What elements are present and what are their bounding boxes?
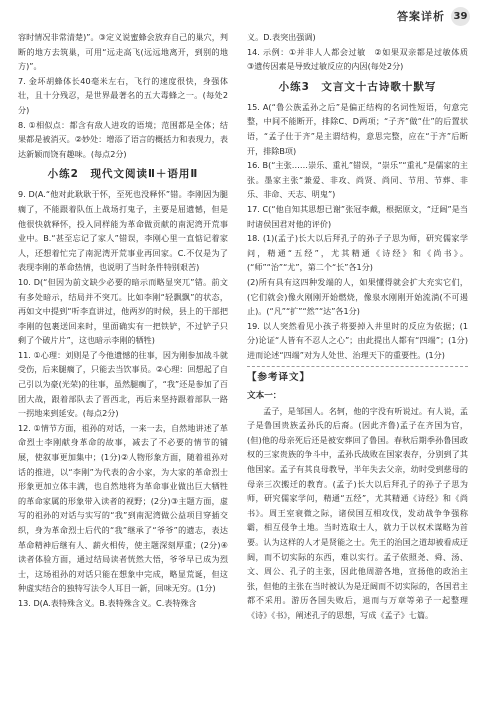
text-one-title: 文本一：: [247, 391, 282, 402]
answer-item: 容时情况非常清楚)”。③定义说蜜蜂会放弃自己的巢穴，判断的地方去筑巢，可用“远走高飞(远远地离开，到别的地方)”。: [18, 32, 228, 72]
answer-item: 8. ①相似点：都含有敌人进攻的语境；范围都是全体；结果都是被消灭。②妙处：增添了语言的概括力和表现力，表达新颖而饶有趣味。(每点2分): [18, 119, 228, 159]
header-label: 答案详析: [397, 10, 445, 23]
answer-item: 9. D(A.“他对此耿耿于怀，至死也没释怀”错。李刚因为腿瘸了，不能跟着队伍上战场打鬼子，主要是屈遗憾，但是他很快就释怀，投入同样能为革命做贡献的南泥湾开荒事业中。B.“甚至忘记了家人”错误，李刚心里一直惦记着家人，还想着忙完了南泥湾开荒事业再回家。C.不仅是为了表现李刚的革命热情，也说明了当时条件特别艰苦): [18, 189, 228, 273]
answer-item: 义。D.表突出强调): [247, 32, 316, 42]
page-number: 39: [451, 7, 470, 26]
answer-item: 14. 示例：①并非人人都会过敏 ②如果双亲都是过敏体质 ③遗传因素是导致过敏反应的内因(每处2分): [247, 46, 477, 72]
answer-item: 7. 金坏胡蜂体长40毫米左右，飞行的速度很快，身强体壮，且十分残忍，是世界最著名的五大毒蜂之一。(每处2分): [18, 75, 228, 115]
answer-item: (2)所有具有这四种发端的人，如果懂得就会扩大充实它们，(它们就会)像火刚刚开始燃烧，像泉水刚刚开始流淌(不可遏止)。(“凡”“扩”“然”“达”各1分): [247, 276, 468, 317]
page-header: [397, 6, 470, 26]
answer-item: 12. ①情节方面，祖孙的对话，一来一去，自然地讲述了革命烈士李刚献身革命的故事，减去了不必要的情节的铺展，使叙事更加集中；(1分)②人物形象方面，随着祖孙对话的推进，以“李刚”为代表的舍小家，为大家的革命烈士形象更加立体丰满，也自然地将为革命事业做出巨大牺牲的革命家属的形象带入读者的视野；(2分)③主题方面，虚写的祖孙的对话与实写的“我”到南泥湾做公益项目穿插交织，身为革命烈士后代的“我”继承了“爷爷”的遗志，表达革命精神后继有人、薪火相传，使主题深刻厚重；(2分)④读者体验方面，通过结局读者恍然大悟，爷爷早已成为烈士，这场祖孙的对话只能在想象中完成，略显荒诞，但这种虚实结合的独特写法令人耳目一新，回味无穷。(1分): [18, 422, 228, 594]
answer-item: 11. ①心理：刘则是了今他遗憾的往事，因为刚参加战斗就受伤，后来腿瘸了，只能去当饮事员。②心理：回想起了自己引以为豪(光荣)的往事，虽然腿瘸了，“我”还是参加了百团大战，跟着部队去了晋西北，再后来坚持跟着部队一路一拐地来到延安。(每点2分): [18, 349, 228, 419]
section-title: 小练3 文言文十古诗歌十默写: [278, 80, 437, 93]
answer-item: 17. C(“他自知其思想已谢”张冠李戴，根据原文，“迂阔”是当时诸侯国君对他的评价): [247, 203, 468, 229]
translation-paragraph: 孟子，是邹国人。名轲，他的字没有听说过。有人说，孟子是鲁国贵族孟孙氏的后裔。(因此齐鲁)孟子在齐国为官，(但)他的母亲死后还是被安葬回了鲁国。春秋后期季孙鲁国政权的三家贵族的争斗中，孟孙氏战败在国家表存，分别到了其他国家。孟子有其良母教导，半年失去父亲，幼时受到慈母的母亲三次搬迁的教育。(孟子)长大以后拜孔子的孙子子思为师，研究儒家学问，精通“五经”，尤其精通《诗经》和《尚书》。周王室衰微之际，诸侯国互相攻伐，发动战争争强称霸，相互侵争土地。当时选取士人，就力于以权术谋略为首要。认为这样的人才是贤能之士。先王的治国之道却被看成迂阔，而不切实际的东西，难以实行。孟子依照尧、舜、汤、文、周公、孔子的主张，因此他周游各地，宣扬他的政治主张，但他的主张在当时被认为是迂阔而不切实际的，各国君主都不采用。游历各国失败后，退而与万章等弟子一起整理《诗》《书》，阐述孔子的思想，写成《孟子》七篇。: [247, 405, 468, 620]
answer-item: 16. B(“主张……崇乐、重礼”错误，“崇乐”“重礼”是儒家的主张。墨家主张“兼爱、非攻、尚贤、尚同、节用、节葬、非乐、非命、天志、明鬼”): [247, 160, 468, 200]
reference-translation-title: 【参考译文】: [247, 366, 468, 386]
section-title: 小练2 现代文阅读Ⅱ＋语用Ⅱ: [47, 168, 199, 181]
answer-item: 10. D(“但因为前文缺少必要的暗示而略显突兀”错。前文有多处暗示，结局并不突兀。比如李刚“轻飘飘”的状态，再如文中提到“听李直讲过，他两岁的时候，县上的干部把李刚的包裹送回来时，里面确实有一把铁铲，不过铲子只剩了个破片片”，这也暗示李刚的牺牲): [18, 276, 228, 346]
answer-item: 15. A(“鲁公族孟孙之后”是偏正结构的名词性短语，句意完整，中间不能断开，排除C、D两项；“子齐”做“仕”的后置状语，“孟子仕于齐”是主谓结构，意思完整，应在“于齐”后断开，排除B项): [247, 101, 468, 156]
right-column: [247, 30, 477, 623]
answer-item: 13. D(A.表特殊含义。B.表特殊含义。C.表特殊含: [18, 597, 197, 608]
answer-item: 18. (1)(孟子)长大以后拜孔子的孙子子思为师，研究儒家学问，精通“五经”，尤其精通《诗经》和《尚书》。(“师”“治”“尤”，第二个“长”各1分): [247, 233, 468, 273]
left-column: [18, 30, 228, 611]
answer-item: 19. 以人突然看见小孩子将要掉入井里时的反应为依据；(1分)论证“人皆有不忍人之心”；由此提出人都有“四端”；(1分)进而论述“四端”对为人处世、治理天下的重要性。(1分): [247, 320, 468, 360]
